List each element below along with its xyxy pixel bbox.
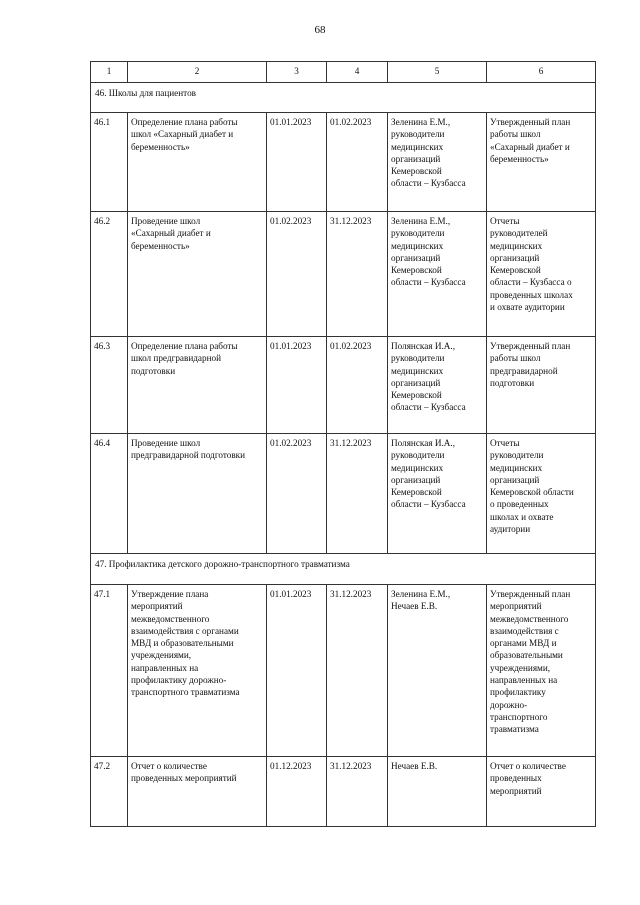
row-result: Отчеты руководителей медицинских организаций Кемеровской области – Кузбасса о проведенных школах и охвате аудитории: [487, 212, 596, 337]
row-number: 46.3: [91, 337, 128, 434]
row-number: 46.2: [91, 212, 128, 337]
row-responsible: Нечаев Е.В.: [388, 757, 487, 827]
section-title: 46. Школы для пациентов: [91, 83, 596, 113]
row-number: 47.1: [91, 585, 128, 757]
row-number: 47.2: [91, 757, 128, 827]
table-row: [91, 113, 596, 212]
row-action: Определение плана работы школ «Сахарный диабет и беременность»: [128, 113, 267, 212]
row-end-date: 01.02.2023: [327, 113, 388, 212]
header-cell-2: 2: [128, 62, 267, 83]
row-action: Проведение школ «Сахарный диабет и беременность»: [128, 212, 267, 337]
row-start-date: 01.12.2023: [267, 757, 327, 827]
header-cell-6: 6: [487, 62, 596, 83]
row-action: Проведение школ предгравидарной подготовки: [128, 434, 267, 554]
row-responsible: Зеленина Е.М., руководители медицинских организаций Кемеровской области – Кузбасса: [388, 212, 487, 337]
row-end-date: 31.12.2023: [327, 757, 388, 827]
header-cell-3: 3: [267, 62, 327, 83]
table-row: [91, 757, 596, 827]
row-responsible: Полянская И.А., руководители медицинских организаций Кемеровской области – Кузбасса: [388, 337, 487, 434]
header-cell-4: 4: [327, 62, 388, 83]
row-action: Отчет о количестве проведенных мероприятий: [128, 757, 267, 827]
header-row: [91, 62, 596, 83]
row-action: Утверждение плана мероприятий межведомственного взаимодействия с органами МВД и образовательными учреждениями, направленных на профилактику дорожно- транспортного травматизма: [128, 585, 267, 757]
row-start-date: 01.01.2023: [267, 113, 327, 212]
section-row: [91, 83, 596, 113]
row-action: Определение плана работы школ предгравидарной подготовки: [128, 337, 267, 434]
row-start-date: 01.02.2023: [267, 212, 327, 337]
row-responsible: Зеленина Е.М., Нечаев Е.В.: [388, 585, 487, 757]
header-cell-1: 1: [91, 62, 128, 83]
row-number: 46.4: [91, 434, 128, 554]
row-end-date: 31.12.2023: [327, 585, 388, 757]
row-result: Отчет о количестве проведенных мероприятий: [487, 757, 596, 827]
table-row: [91, 434, 596, 554]
row-result: Отчеты руководители медицинских организаций Кемеровской области о проведенных школах и охвате аудитории: [487, 434, 596, 554]
section-row: [91, 554, 596, 585]
row-end-date: 31.12.2023: [327, 212, 388, 337]
row-responsible: Полянская И.А., руководители медицинских организаций Кемеровской области – Кузбасса: [388, 434, 487, 554]
row-start-date: 01.01.2023: [267, 585, 327, 757]
table-row: [91, 212, 596, 337]
row-result: Утвержденный план работы школ предгравидарной подготовки: [487, 337, 596, 434]
row-end-date: 01.02.2023: [327, 337, 388, 434]
row-result: Утвержденный план работы школ «Сахарный диабет и беременность»: [487, 113, 596, 212]
table-row: [91, 337, 596, 434]
row-end-date: 31.12.2023: [327, 434, 388, 554]
row-result: Утвержденный план мероприятий межведомственного взаимодействия с органами МВД и образовательными учреждениями, направленных на профилактику дорожно- транспортного травматизма: [487, 585, 596, 757]
plan-table: [90, 61, 596, 827]
row-start-date: 01.02.2023: [267, 434, 327, 554]
header-cell-5: 5: [388, 62, 487, 83]
page-number: 68: [314, 24, 326, 36]
table-row: [91, 585, 596, 757]
row-responsible: Зеленина Е.М., руководители медицинских организаций Кемеровской области – Кузбасса: [388, 113, 487, 212]
row-start-date: 01.01.2023: [267, 337, 327, 434]
section-title: 47. Профилактика детского дорожно-транспортного травматизма: [91, 554, 596, 585]
row-number: 46.1: [91, 113, 128, 212]
